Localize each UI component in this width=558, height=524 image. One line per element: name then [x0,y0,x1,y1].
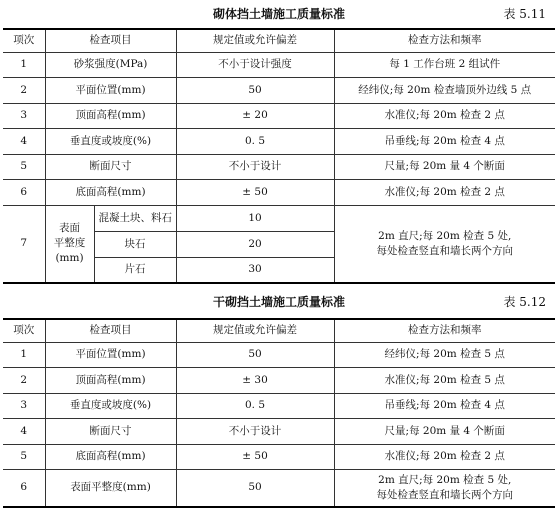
sub-value: 20 [176,231,334,257]
header-item: 检查项目 [45,29,176,52]
header-no: 项次 [3,319,45,342]
table1-title: 砌体挡土墙施工质量标准 [212,7,345,21]
table2-header-row [3,319,555,342]
table2-caption [0,292,558,312]
row-item-line: 平整度 [53,237,86,250]
table-row [3,129,555,155]
row-method [334,205,555,283]
row-method: 尺量;每 20m 量 4 个断面 [334,419,555,445]
row-no: 7 [3,205,45,283]
row-value: ± 30 [176,368,334,394]
row-item-line: (mm) [55,252,84,265]
row-method [334,470,555,507]
row-value: ± 20 [176,103,334,129]
row-method: 吊垂线;每 20m 检查 4 点 [334,393,555,419]
row-item: 平面位置(mm) [45,78,176,104]
row-no: 3 [3,393,45,419]
header-item: 检查项目 [45,319,176,342]
row-no: 1 [3,342,45,368]
row-value: 不小于设计 [176,154,334,180]
row-item-line: 表面 [59,222,80,235]
row-method: 水准仪;每 20m 检查 2 点 [334,103,555,129]
row-method-line: 2m 直尺;每 20m 检查 5 处, [378,473,512,486]
table1-caption [0,4,558,24]
row-method-line: 每处检查竖直和墙长两个方向 [376,244,513,257]
table-row [3,342,555,368]
row-no: 6 [3,180,45,206]
row-value: 50 [176,470,334,507]
row-no: 4 [3,419,45,445]
row-no: 2 [3,78,45,104]
row-method: 吊垂线;每 20m 检查 4 点 [334,129,555,155]
table-row [3,393,555,419]
row-value: 0. 5 [176,129,334,155]
row-item: 垂直度或坡度(%) [45,129,176,155]
row-item: 砂浆强度(MPa) [45,52,176,78]
row-item: 平面位置(mm) [45,342,176,368]
table-row [3,368,555,394]
row-value: 不小于设计强度 [176,52,334,78]
table2-number: 表 5.12 [503,295,546,309]
row-value: ± 50 [176,180,334,206]
row-method: 水准仪;每 20m 检查 2 点 [334,444,555,470]
row-no: 4 [3,129,45,155]
header-value: 规定值或允许偏差 [176,29,334,52]
row-item-group [45,205,94,283]
row-method-line: 每处检查竖直和墙长两个方向 [376,488,513,501]
row-item: 顶面高程(mm) [45,103,176,129]
sub-value: 30 [176,257,334,283]
table-row [3,419,555,445]
row-method: 经纬仪;每 20m 检查墙顶外边线 5 点 [334,78,555,104]
table1-header-row [3,29,555,52]
table-row [3,205,555,231]
row-method: 每 1 工作台班 2 组试件 [334,52,555,78]
table-row [3,78,555,104]
row-item: 垂直度或坡度(%) [45,393,176,419]
row-value: ± 50 [176,444,334,470]
row-item: 表面平整度(mm) [45,470,176,507]
sub-item: 块石 [94,231,176,257]
row-item: 顶面高程(mm) [45,368,176,394]
row-value: 0. 5 [176,393,334,419]
table-row [3,103,555,129]
row-method: 尺量;每 20m 量 4 个断面 [334,154,555,180]
table-row [3,154,555,180]
header-method: 检查方法和频率 [334,319,555,342]
row-value: 50 [176,78,334,104]
row-no: 6 [3,470,45,507]
table1 [3,28,555,284]
table-row [3,444,555,470]
row-item: 断面尺寸 [45,154,176,180]
row-method-line: 2m 直尺;每 20m 检查 5 处, [378,229,512,242]
sub-value: 10 [176,205,334,231]
table-row [3,470,555,507]
row-no: 3 [3,103,45,129]
row-method: 经纬仪;每 20m 检查 5 点 [334,342,555,368]
row-value: 50 [176,342,334,368]
row-item: 底面高程(mm) [45,444,176,470]
sub-item: 混凝土块、料石 [94,205,176,231]
row-no: 1 [3,52,45,78]
row-method: 水准仪;每 20m 检查 5 点 [334,368,555,394]
table2-title: 干砌挡土墙施工质量标准 [212,295,345,309]
row-item: 断面尺寸 [45,419,176,445]
row-value: 不小于设计 [176,419,334,445]
table-row [3,180,555,206]
header-no: 项次 [3,29,45,52]
sub-item: 片石 [94,257,176,283]
header-method: 检查方法和频率 [334,29,555,52]
row-no: 2 [3,368,45,394]
header-value: 规定值或允许偏差 [176,319,334,342]
row-no: 5 [3,154,45,180]
row-no: 5 [3,444,45,470]
table2 [3,318,555,508]
row-method: 水准仪;每 20m 检查 2 点 [334,180,555,206]
table1-number: 表 5.11 [503,7,546,21]
table-row [3,52,555,78]
row-item: 底面高程(mm) [45,180,176,206]
